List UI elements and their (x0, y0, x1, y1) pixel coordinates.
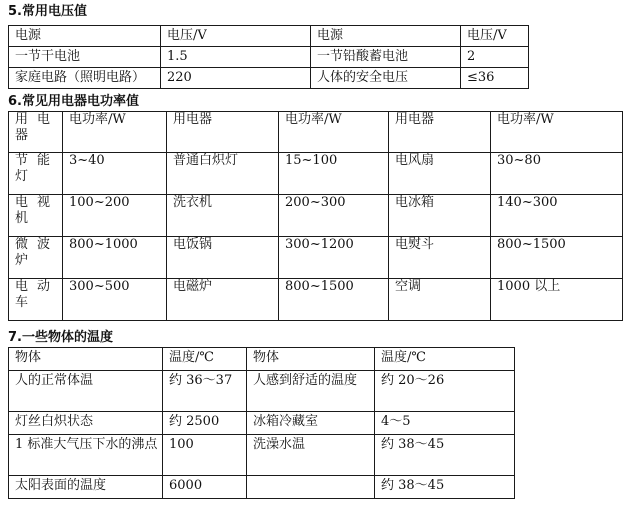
table-row (9, 47, 529, 68)
power-table (8, 111, 623, 321)
header-cell: 物体 (247, 348, 375, 371)
table-cell: 电冰箱 (389, 195, 491, 237)
table-row (9, 476, 515, 499)
table-cell: 约 2500 (163, 412, 247, 435)
table-row (9, 153, 623, 195)
table-cell: 4～5 (375, 412, 515, 435)
table-cell: 约 20～26 (375, 371, 515, 412)
table-cell: 6000 (163, 476, 247, 499)
table-row (9, 371, 515, 412)
header-cell: 电功率/W (279, 112, 389, 153)
table-cell: 300~1200 (279, 237, 389, 279)
table-row (9, 412, 515, 435)
table-cell: 15~100 (279, 153, 389, 195)
section7-title: 7.一些物体的温度 (8, 330, 113, 345)
table-cell: 电熨斗 (389, 237, 491, 279)
table-cell: 140~300 (491, 195, 623, 237)
table-row (9, 279, 623, 321)
header-cell: 电压/V (461, 26, 529, 47)
table-cell: 灯丝白炽状态 (9, 412, 163, 435)
header-cell: 电源 (9, 26, 161, 47)
header-cell: 物体 (9, 348, 163, 371)
table-cell: 3~40 (63, 153, 167, 195)
header-cell: 电功率/W (63, 112, 167, 153)
table-cell: 2 (461, 47, 529, 68)
table-cell: 家庭电路（照明电路） (9, 68, 161, 89)
table-cell: 电磁炉 (167, 279, 279, 321)
header-cell: 电功率/W (491, 112, 623, 153)
table-cell: 约 38～45 (375, 476, 515, 499)
table-cell: 太阳表面的温度 (9, 476, 163, 499)
table-cell: 800~1500 (491, 237, 623, 279)
table-cell: 电饭锅 (167, 237, 279, 279)
table-cell: 洗澡水温 (247, 435, 375, 476)
table-row (9, 435, 515, 476)
table-cell: 电视机 (9, 195, 63, 237)
table-row (9, 26, 529, 47)
header-cell: 用电器 (9, 112, 63, 153)
table-cell: 1000 以上 (491, 279, 623, 321)
header-cell: 用电器 (389, 112, 491, 153)
table-row (9, 237, 623, 279)
table-row (9, 348, 515, 371)
header-cell: 温度/℃ (375, 348, 515, 371)
table-cell: 约 36～37 (163, 371, 247, 412)
table-cell: 冰箱冷藏室 (247, 412, 375, 435)
table-cell: 电风扇 (389, 153, 491, 195)
table-cell (247, 476, 375, 499)
section5-title: 5.常用电压值 (8, 4, 87, 19)
temperature-table (8, 347, 515, 499)
table-cell: 微波炉 (9, 237, 63, 279)
header-cell: 电源 (311, 26, 461, 47)
voltage-table (8, 25, 529, 89)
table-cell: 100 (163, 435, 247, 476)
table-cell: 人感到舒适的温度 (247, 371, 375, 412)
table-cell: 普通白炽灯 (167, 153, 279, 195)
table-cell: ≤36 (461, 68, 529, 89)
table-cell: 约 38～45 (375, 435, 515, 476)
table-cell: 800~1000 (63, 237, 167, 279)
table-cell: 220 (161, 68, 311, 89)
header-cell: 温度/℃ (163, 348, 247, 371)
header-cell: 电压/V (161, 26, 311, 47)
header-cell: 用电器 (167, 112, 279, 153)
table-cell: 人的正常体温 (9, 371, 163, 412)
table-cell: 节能灯 (9, 153, 63, 195)
table-row (9, 195, 623, 237)
table-cell: 电动车 (9, 279, 63, 321)
table-cell: 一节铅酸蓄电池 (311, 47, 461, 68)
table-row (9, 68, 529, 89)
table-cell: 洗衣机 (167, 195, 279, 237)
section6-title: 6.常见用电器电功率值 (8, 94, 139, 109)
table-cell: 300~500 (63, 279, 167, 321)
table-cell: 人体的安全电压 (311, 68, 461, 89)
table-row (9, 112, 623, 153)
table-cell: 200~300 (279, 195, 389, 237)
table-cell: 一节干电池 (9, 47, 161, 68)
table-cell: 30~80 (491, 153, 623, 195)
table-cell: 800~1500 (279, 279, 389, 321)
table-cell: 1.5 (161, 47, 311, 68)
table-cell: 100~200 (63, 195, 167, 237)
table-cell: 1 标准大气压下水的沸点 (9, 435, 163, 476)
table-cell: 空调 (389, 279, 491, 321)
